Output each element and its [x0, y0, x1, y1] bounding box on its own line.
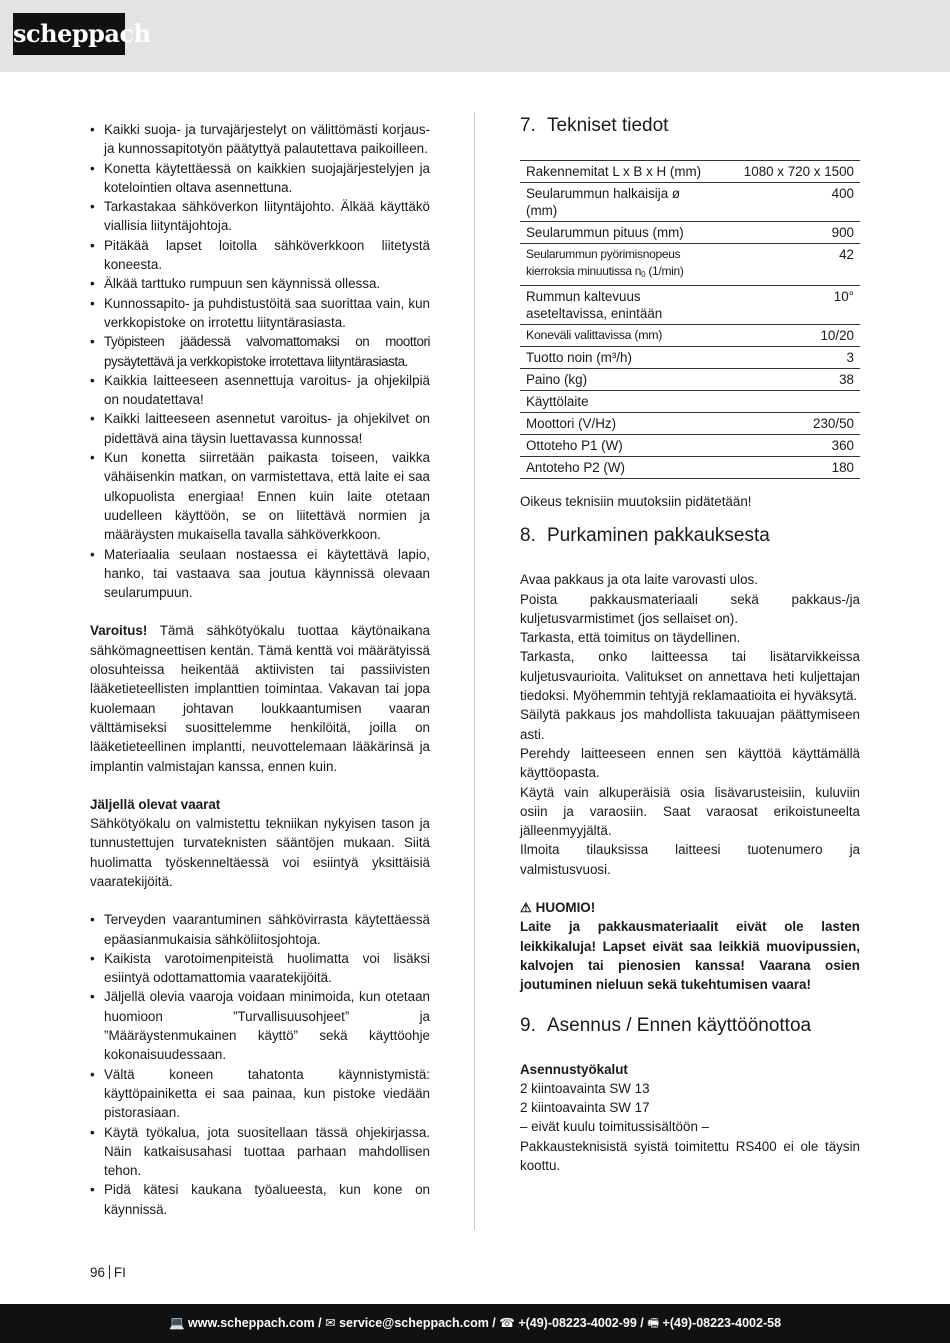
spec-label: Tuotto noin (m³/h) [520, 347, 720, 369]
list-item: • Käytä työkalua, jota suositellaan tässä ohjekirjassa. Näin katkaisusahasi tuottaa parhaan mahdollisen tehon. [90, 1123, 430, 1181]
table-row [520, 244, 860, 286]
list-item: • Vältä koneen tahatonta käynnistymistä: käyttöpainiketta ei saa painaa, kun pistoke viedään pistorasiaan. [90, 1065, 430, 1123]
contact-footer-bar: 💻 www.scheppach.com / ✉ service@scheppach.com / ☎ +(49)-08223-4002-99 / 🖷 +(49)-08223-4002-58 [0, 1304, 950, 1343]
paragraph-line: Poista pakkausmateriaali sekä pakkaus-/ja kuljetusvarmistimet (jos sellaiset on). [520, 591, 860, 626]
fax-number: +(49)-08223-4002-58 [662, 1316, 782, 1330]
table-row [520, 183, 860, 222]
phone-icon: ☎ [499, 1316, 515, 1330]
section-heading-unpacking: 8. Purkaminen pakkauksesta [520, 525, 770, 547]
safety-bullet-list [90, 120, 430, 602]
table-row [520, 161, 860, 183]
page-number: 96 FI [90, 1265, 126, 1280]
unpacking-text [520, 570, 860, 879]
table-row [520, 435, 860, 457]
email-link[interactable]: service@scheppach.com [339, 1316, 489, 1330]
list-item: • Tarkastakaa sähköverkon liityntäjohto. Älkää käyttäkö viallisia liityntäjohtoja. [90, 197, 430, 236]
spec-label: Käyttölaite [520, 391, 720, 413]
list-item: • Konetta käytettäessä on kaikkien suojajärjestelyjen ja kotelointien oltava asennettuna. [90, 159, 430, 198]
spec-value: 360 [720, 435, 860, 457]
spec-value: 42 [720, 244, 860, 286]
website-link[interactable]: www.scheppach.com [188, 1316, 315, 1330]
table-row [520, 413, 860, 435]
paragraph-line: 2 kiintoavainta SW 17 [520, 1100, 650, 1116]
table-row [520, 222, 860, 244]
list-item: • Materiaalia seulaan nostaessa ei käytettävä lapio, hanko, tai vastaava saa joutua käynnissä olevaan seularumpuun. [90, 545, 430, 603]
table-row [520, 325, 860, 347]
table-row [520, 286, 860, 325]
separator [109, 1265, 110, 1279]
spec-value: 900 [720, 222, 860, 244]
section-heading-technical-data: 7. Tekniset tiedot [520, 115, 669, 136]
list-item: • Kaikista varotoimenpiteistä huolimatta voi lisäksi esiintyä odottamattomia vaaratekijöitä. [90, 949, 430, 988]
notice-text: Laite ja pakkausmateriaalit eivät ole lasten leikkikaluja! Lapset eivät saa leikkiä muovipussien, kalvojen tai pienosien kanssa! Vaarana osien joutuminen nieluun sekä tukehtumisen vaara! [520, 919, 860, 993]
email-icon: ✉ [325, 1316, 336, 1330]
paragraph-line: Tarkasta, onko laitteessa tai lisätarvikkeissa kuljetusvaurioita. Valitukset on annettava heti kuljettajan tiedoksi. Myöhemmin tehtyjä reklamaatioita ei hyväksytä. [520, 649, 860, 704]
paragraph-line: – eivät kuulu toimitussisältöön – [520, 1119, 710, 1135]
spec-value: 10° [720, 286, 860, 325]
paragraph-line: Ilmoita tilauksissa laitteesi tuotenumero ja valmistusvuosi. [520, 842, 860, 877]
table-row [520, 391, 860, 413]
list-item: • Terveyden vaarantuminen sähkövirrasta käytettäessä epäasianmukaisia sähköliitosjohtoja. [90, 910, 430, 949]
spec-label: Antoteho P2 (W) [520, 457, 720, 479]
right-column [520, 114, 860, 1175]
spec-value: 1080 x 720 x 1500 [720, 161, 860, 183]
table-row [520, 457, 860, 479]
table-row [520, 369, 860, 391]
phone-number: +(49)-08223-4002-99 [518, 1316, 637, 1330]
emf-warning-paragraph [90, 621, 430, 775]
list-item: • Pidä kätesi kaukana työalueesta, kun kone on käynnissä. [90, 1180, 430, 1219]
warning-triangle-icon: ⚠ [520, 900, 532, 916]
left-column [90, 120, 430, 1219]
spec-label: Seularummun pituus (mm) [520, 222, 720, 244]
spec-label: Seularummun halkaisija ø (mm) [520, 183, 720, 222]
spec-value: 10/20 [720, 325, 860, 347]
spec-value: 3 [720, 347, 860, 369]
list-item: • Kaikkia laitteeseen asennettuja varoitus- ja ohjekilpiä on noudatettava! [90, 371, 430, 410]
spec-label: Koneväli valittavissa (mm) [520, 325, 720, 347]
spec-label: Rummun kaltevuus aseteltavissa, enintään [520, 286, 720, 325]
spec-label: Rakennemitat L x B x H (mm) [520, 161, 720, 183]
tools-heading: Asennustyökalut [520, 1061, 628, 1077]
paragraph-line: Avaa pakkaus ja ota laite varovasti ulos. [520, 572, 758, 588]
spec-label: Paino (kg) [520, 369, 720, 391]
spec-value [720, 391, 860, 413]
list-item: • Älkää tarttuko rumpuun sen käynnissä ollessa. [90, 274, 430, 293]
spec-value: 38 [720, 369, 860, 391]
paragraph-line: Säilytä pakkaus jos mahdollista takuuajan päättymiseen asti. [520, 707, 860, 742]
spec-value: 180 [720, 457, 860, 479]
list-item: • Työpisteen jäädessä valvomattomaksi on moottori pysäytettävä ja verkkopistoke irrotettava liityntärasiasta. [90, 332, 430, 371]
residual-risks-list [90, 910, 430, 1219]
list-item: • Kaikki suoja- ja turvajärjestelyt on välittömästi korjaus- ja kunnossapitotyön päätyttyä palautettava paikoilleen. [90, 120, 430, 159]
spec-label: Ottoteho P1 (W) [520, 435, 720, 457]
list-item: • Pitäkää lapset loitolla sähköverkkoon liitetystä koneesta. [90, 236, 430, 275]
paragraph-line: 2 kiintoavainta SW 13 [520, 1080, 650, 1096]
fax-icon: 🖷 [647, 1316, 660, 1330]
technical-changes-note: Oikeus teknisiin muutoksiin pidätetään! [520, 494, 752, 509]
section-heading-assembly: 9. Asennus / Ennen käyttöönottoa [520, 1014, 812, 1036]
technical-data-table [520, 160, 860, 479]
spec-value: 230/50 [720, 413, 860, 435]
brand-logo: scheppach [13, 13, 125, 55]
table-row [520, 347, 860, 369]
notice-heading: ⚠ HUOMIO! [520, 900, 596, 916]
paragraph-line: Perehdy laitteeseen ennen sen käyttöä käyttämällä käyttöopasta. [520, 745, 860, 781]
spec-label: Moottori (V/Hz) [520, 413, 720, 435]
list-item: • Kunnossapito- ja puhdistustöitä saa suorittaa vain, kun verkkopistoke on irrotettu liityntärasiasta. [90, 294, 430, 333]
list-item: • Kaikki laitteeseen asennetut varoitus- ja ohjekilvet on pidettävä aina täysin luettavassa kunnossa! [90, 409, 430, 448]
list-item: • Jäljellä olevia vaaroja voidaan minimoida, kun otetaan huomioon ”Turvallisuusohjeet” ja ”Määräystenmukainen käyttö” sekä käyttöohje kokonaisuudessaan. [90, 987, 430, 1064]
list-item: • Kun konetta siirretään paikasta toiseen, vaikka vähäisenkin matkan, on varmistettava, että laite ei saa ulkopuolista energiaa! Ennen kuin laite otetaan uudelleen käyttöön, se on liitettävä normien ja määräysten mukaisella tavalla sähköverkkoon. [90, 448, 430, 544]
paragraph-line: Pakkausteknisistä syistä toimitettu RS400 ei ole täysin koottu. [520, 1138, 860, 1174]
computer-icon: 💻 [168, 1316, 185, 1330]
paragraph-line: Tarkasta, että toimitus on täydellinen. [520, 630, 741, 646]
warning-label: Varoitus! [90, 623, 148, 639]
column-divider [474, 112, 475, 1230]
residual-risks-heading: Jäljellä olevat vaarat [90, 796, 221, 812]
spec-value: 400 [720, 183, 860, 222]
residual-risks-text: Sähkötyökalu on valmistettu tekniikan nykyisen tason ja tunnustettujen turvateknisten sääntöjen mukaan. Siitä huolimatta työskenneltäessä voi esiintyä yksittäisiä vaaratekijöitä. [90, 816, 430, 889]
spec-label: Seularummun pyörimisnopeus kierroksia minuutissa $n_0$ (1/min) [520, 244, 720, 286]
warning-text: Tämä sähkötyökalu tuottaa käytönaikana sähkömagneettisen kentän. Tämä kenttä voi määrätyissä olosuhteissa heikentää aktiivisten tai passiivisten lääketieteellisten implanttien toimintaa. Vakavan tai jopa kuolemaan johtavan loukkaantumisen vaaran välttämiseksi suosittelemme henkilöitä, joilla on lääketieteellinen implantti, neuvottelemaan lääkärinsä ja implantin valmistajan kanssa, ennen kuin. [90, 623, 430, 774]
paragraph-line: Käytä vain alkuperäisiä osia lisävarusteisiin, kuluviin osiin ja varaosiin. Saat varaosat erikoistuneelta jälleenmyyjältä. [520, 784, 860, 839]
